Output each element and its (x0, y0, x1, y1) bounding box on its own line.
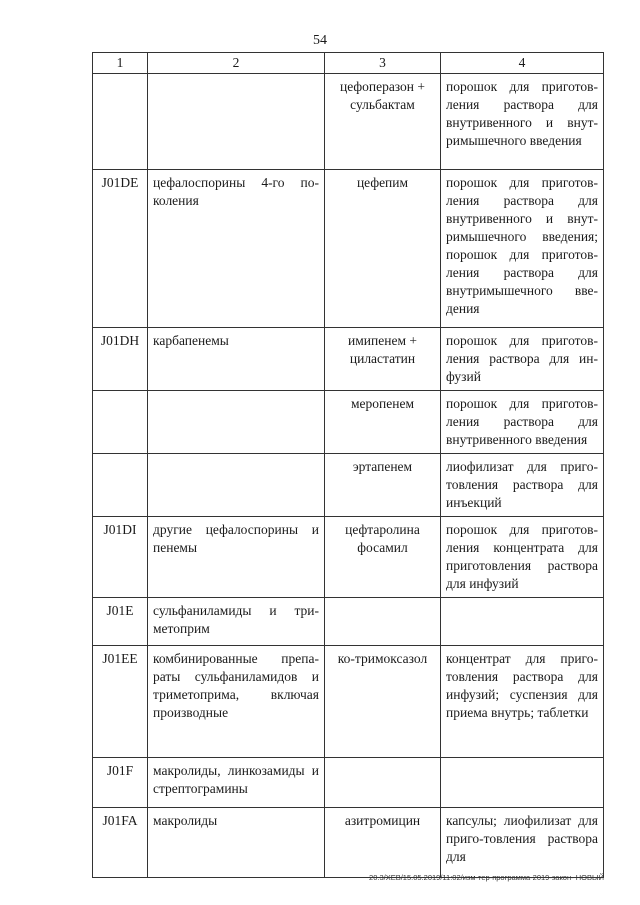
cell-dosage-form: порошок для приготов-ления раствора для внутривенного и внут-римышечного введения (441, 74, 604, 170)
cell-dosage-form: порошок для приготов-ления концентрата для приготовления раствора для инфузий (441, 517, 604, 598)
cell-atc-code: J01DI (93, 517, 148, 598)
cell-drug-name: меропенем (325, 391, 441, 454)
cell-drug-name (325, 758, 441, 808)
cell-group-name: цефалоспорины 4-го по-коления (148, 170, 325, 328)
column-header: 3 (325, 53, 441, 74)
cell-atc-code: J01FA (93, 808, 148, 878)
cell-drug-name: ко-тримоксазол (325, 646, 441, 758)
table-row (93, 758, 604, 808)
footer-file-stamp: 20.3/ХЕВ/15.05.2019/11:02/изм-тер-программа-2019-закон- НОВЫЙ (369, 873, 604, 882)
cell-dosage-form (441, 598, 604, 646)
cell-atc-code (93, 74, 148, 170)
cell-group-name: карбапенемы (148, 328, 325, 391)
cell-drug-name: эртапенем (325, 454, 441, 517)
page-number: 54 (313, 33, 327, 48)
table-row (93, 808, 604, 878)
column-header: 1 (93, 53, 148, 74)
cell-drug-name: цефтаролина фосамил (325, 517, 441, 598)
cell-group-name: макролиды, линкозамиды и стрептограмины (148, 758, 325, 808)
table-row (93, 517, 604, 598)
table-row (93, 391, 604, 454)
cell-group-name (148, 454, 325, 517)
table-row (93, 170, 604, 328)
cell-dosage-form: порошок для приготов-ления раствора для внутривенного введения (441, 391, 604, 454)
cell-atc-code: J01F (93, 758, 148, 808)
cell-group-name: другие цефалоспорины и пенемы (148, 517, 325, 598)
cell-drug-name (325, 598, 441, 646)
column-header: 4 (441, 53, 604, 74)
table-row (93, 454, 604, 517)
cell-atc-code: J01E (93, 598, 148, 646)
cell-dosage-form: концентрат для приго-товления раствора для инфузий; суспензия для приема внутрь; таблетки (441, 646, 604, 758)
cell-drug-name: имипенем + циластатин (325, 328, 441, 391)
cell-atc-code: J01DE (93, 170, 148, 328)
cell-dosage-form (441, 758, 604, 808)
drug-table (92, 52, 604, 878)
cell-atc-code (93, 454, 148, 517)
table-row (93, 74, 604, 170)
cell-dosage-form: лиофилизат для приго-товления раствора для инъекций (441, 454, 604, 517)
cell-dosage-form: порошок для приготов-ления раствора для ин-фузий (441, 328, 604, 391)
cell-atc-code: J01EE (93, 646, 148, 758)
cell-drug-name: цефепим (325, 170, 441, 328)
cell-group-name: макролиды (148, 808, 325, 878)
cell-dosage-form: капсулы; лиофилизат для приго-товления раствора для (441, 808, 604, 878)
cell-atc-code (93, 391, 148, 454)
cell-dosage-form: порошок для приготов-ления раствора для внутривенного и внут-римышечного введения; порошок для приготов-ления раствора для внутримышечного вве-дения (441, 170, 604, 328)
cell-atc-code: J01DH (93, 328, 148, 391)
cell-group-name: комбинированные препа-раты сульфаниламидов и триметоприма, включая производные (148, 646, 325, 758)
table-row (93, 598, 604, 646)
cell-group-name (148, 74, 325, 170)
column-header: 2 (148, 53, 325, 74)
cell-drug-name: азитромицин (325, 808, 441, 878)
table-header-row (93, 53, 604, 74)
cell-group-name (148, 391, 325, 454)
table-row (93, 646, 604, 758)
cell-drug-name: цефоперазон + сульбактам (325, 74, 441, 170)
table-row (93, 328, 604, 391)
cell-group-name: сульфаниламиды и три-метоприм (148, 598, 325, 646)
